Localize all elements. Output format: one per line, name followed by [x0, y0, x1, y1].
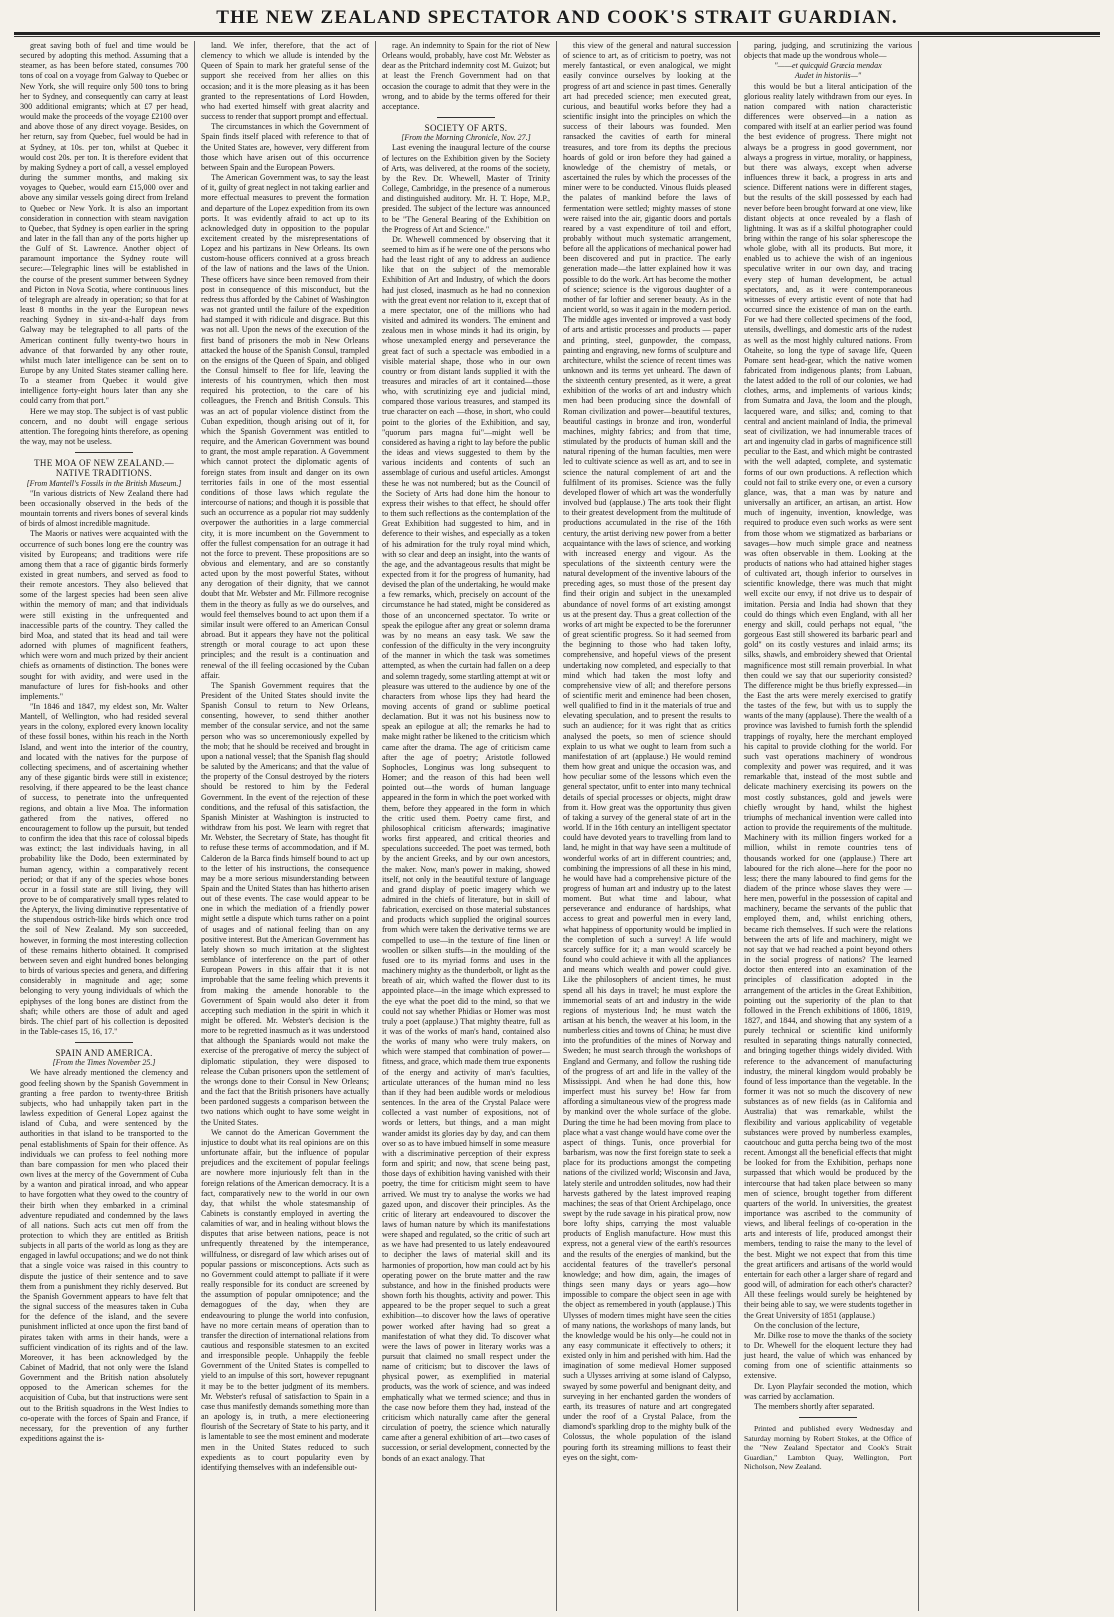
section-rule [75, 452, 132, 453]
paragraph: Mr. Dilke rose to move the thanks of the society to Dr. Whewell for the eloquent lecture they had just heard, the value of which was enhanced by coming from one of scientific attainments so extensive. [744, 1330, 912, 1381]
column-6 [919, 41, 1100, 1611]
source-line: [From Mantell's Fossils in the British Museum.] [26, 478, 182, 488]
masthead: THE NEW ZEALAND SPECTATOR AND COOK'S STRAIT GUARDIAN. [216, 7, 898, 28]
verse-line: Audet in historiis—" [794, 71, 862, 81]
paragraph: The Spanish Government requires that the President of the United States should invite the Spanish Consul to return to New Orleans, consenting, however, to send thither another member of the consular service, and not the same person who was so unceremoniously expelled by the mob; that he should be received and brought in upon a national vessel; that the Spanish flag should be saluted by the Americans; and that the value of the property of the Consul destroyed by the rioters should be restored to him by the Federal Government. In the event of the rejection of these conditions, and the refusal of this satisfaction, the Spanish Minister at Washington is instructed to withdraw from his post. We learn with regret that Mr. Webster, the Secretary of State, has thought fit to refuse these terms of accommodation, and if M. Calderon de la Barca finds himself bound to act up to the letter of his instructions, the consequence may be a more serious misunderstanding between Spain and the United States than has hitherto arisen out of these events. The case would appear to be one in which the mediation of a friendly power might settle a dispute which turns rather on a point of usages and of national feeling than on any positive interest. But the American Government has lately shown so much irritation at the slightest semblance of interference on the part of other European Powers in this affair that it is not improbable that the same feeling which prevents it from making the amende honorable to the Government of Spain would also deter it from accepting such mediation in the spirit in which it might be offered. Mr. Webster's decision is the more to be regretted inasmuch as it was understood that although the Spaniards would not make the exercise of the prerogative of mercy the subject of diplomatic stipulation, they were disposed to release the Cuban prisoners upon the settlement of the wrongs done to their Consul in New Orleans; and the fact that the British prisoners have actually been pardoned suggests a comparison between the two nations which ought to have some weight in the United States. [201, 680, 369, 1127]
paragraph: great saving both of fuel and time would be secured by adopting this method. Assuming that a steamer, as has been before stated, consumes 700 tons of coal on a voyage from Galway to Quebec or New York, she will require only 500 tons to bring her to Sydney, and consequently can carry at least 300 additional emigrants; which at £7 per head, would make the proceeds of the voyage £2100 over and above those of any direct voyage. Besides, on her return, say from Quebec, fuel would be had in at Sydney, at 10s. per ton, whilst at Quebec it would cost 20s. per ton. It is therefore evident that by making Sydney a port of call, a vessel employed during the summer months, and making six voyages to Quebec, would earn £15,000 over and above any similar vessels going direct from Ireland to Quebec or New York. It is also an important consideration in connection with steam navigation to Quebec, that Sydney is open earlier in the spring and later in the fall than any of the ports higher up the Gulf of St. Lawrence. Another object of paramount importance the Sydney route will secure:—Telegraphic lines will be established in the course of the present summer between Sydney and Picton in Nova Scotia, where continuous lines of telegraph are already in operation; so that for at least 8 months in the year the European news reaching Sydney in six-and-a-half days from Galway may be telegraphed to all parts of the American continent fully twenty-two hours in advance of that forwarded by any other route, whilst much later intelligence can be sent on to Europe by any United States steamer calling here. To a steamer from Quebec it would give intelligence forty-eight hours later than any she could carry from that port." [20, 41, 188, 406]
paragraph: The members shortly after separated. [754, 1401, 875, 1411]
paragraph: rage. An indemnity to Spain for the riot of New Orleans would, probably, have cost Mr. Webster as dear as the Pritchard indemnity cost M. Guizot; but at least the French Government had on that occasion the courage to admit that they were in the wrong, and to abide by the terms offered for their acceptance. [382, 41, 550, 111]
paragraph: The American Government was, to say the least of it, guilty of great neglect in not taking earlier and more effectual measures to prevent the formation and departure of the Lopez expedition from its own ports. It was evidently afraid to act up to its acknowledged duty in opposition to the popular excitement created by the misrepresentations of Lopez and his partizans in New Orleans. Its own custom-house officers connived at a gross breach of the law of nations and the laws of the Union. These officers have since been removed from their post in consequence of this misconduct, but the redress thus afforded by the Cabinet of Washington was not granted until the failure of the expedition had stamped it with ridicule and disgrace. But this was not all. Upon the news of the execution of the first band of prisoners the mob in New Orleans attacked the house of the Spanish Consul, trampled on the ensigns of the Queen of Spain, and obliged the Consul himself to flee for life, leaving the interests of his countrymen, which then most required his protection, to the care of his colleagues, the French and British Consuls. This was an act of popular violence distinct from the Cuban expedition, though arising out of it, for which the Spanish Government was entitled to require, and the American Government was bound to grant, the most ample reparation. A Government which cannot protect the diplomatic agents of foreign states from insult and danger on its own territories fails in one of the most essential conditions of those laws which regulate the intercourse of nations; and though it is possible that such an occurrence as a popular riot may suddenly overpower the authorities in a large commercial city, it is more incumbent on the Government to offer the fullest compensation for an outrage it had not the force to prevent. These propositions are so obvious and elementary, and are so constantly acted upon by the most powerful States, without any derogation of their dignity, that we cannot doubt that Mr. Webster and Mr. Fillmore recognise them in the theory as fully as we do ourselves, and would feel themselves bound to act upon them if a similar insult were offered to an American Consul abroad. But it appears they have not the political strength or moral courage to act upon these principles; and the result is a continuation and renewal of the ill feeling occasioned by the Cuban affair. [201, 173, 369, 680]
section-heading: SPAIN AND AMERICA. [55, 1048, 153, 1059]
section-rule [75, 1042, 132, 1043]
paragraph: The Maoris or natives were acquainted with the occurrence of such bones long ere the country was visited by Europeans; and traditions were rife among them that a race of gigantic birds formerly existed in great numbers, and served as food to their remote ancestors. They also believed that some of the largest species had been seen alive within the memory of man; and that individuals were still existing in the unfrequented and inaccessible parts of the country. They called the bird Moa, and stated that its head and tail were adorned with plumes of magnificent feathers, which were worn and much prized by their ancient chiefs as ornaments of distinction. The bones were sought for with avidity, and were used in the manufacture of lures for fish-hooks and other implements." [20, 529, 188, 701]
paragraph: The circumstances in which the Government of Spain finds itself placed with reference to that of the United States are, however, very different from those which have arisen out of this occurrence between Spain and the European Powers. [201, 122, 369, 172]
paragraph: Dr. Whewell commenced by observing that it seemed to him as if he were one of the persons who had the least right of any to address an audience like that on the subject of the memorable Exhibition of Art and Industry, of which the doors had just closed, inasmuch as he had no connexion with the great event nor relation to it, except that of a mere spectator, one of the millions who had visited and admired its wonders. The eminent and zealous men in whose minds it had its origin, by whose unexampled energy and perseverance the great fact of such a spectacle was embodied in a visible material shape, those who in our own country or from distant lands supplied it with the treasures and miracles of art it contained—those who, with scrutinizing eye and judicial mind, compared those various treasures, and stamped its true character on each —those, in short, who could point to the glories of the Exhibition, and say, "quorum pars magna fui"—might well be considered as having a right to lay before the public the ideas and views suggested to them by the various incidents and contents of such an assemblage of curious and useful articles. Amongst these he was not numbered; but as the Council of the Society of Arts had done him the honour to express their wishes to that effect, he should offer to them such reflections as the contemplation of the Great Exhibition had suggested to him, and in deference to their wishes, and especially as a token of his admiration for the truly royal mind which, with so clear and deep an insight, into the wants of the age, and the advantageous results that might be expected from it for the progress of humanity, had devised the plan of the undertaking, he would make a few remarks, which, precisely on account of the circumstance he had stated, might be considered as those of an unconcerned spectator. To write or speak the epilogue after any great or solemn drama was by no means an easy task. We saw the confession of the difficulty in the very incongruity of the manner in which the task was sometimes attempted, as when the curtain had fallen on a deep and solemn tragedy, some startling attempt at wit or pleasure was uttered to the audience by one of the characters from whose lips they had heard the moving accents of grand or sublime poetical declamation. But it was not his business now to speak an epilogue at all; the remarks he had to make might rather be likened to the criticism which came after the drama. The age of criticism came after the age of poetry; Aristotle followed Sophocles, Longinus was long subsequent to Homer; and the reason of this had been well pointed out—the words of human language appeared in the form in which the poet worked with them, before they appeared in the form in which the critic used them. Poetry came first, and philosophical criticism afterwards; imaginative works first appeared, and critical theories and speculations succeeded. The poet was termed, both by the ancient Greeks, and by our own ancestors, the maker. Now, man's power in making, showed itself, not only in the beautiful texture of language and grand display of poetic imagery which we admired in the chiefs of literature, but in skill of fabrication, exercised on those material substances and products which supplied the original sources from which were taken the derivative terms we are compelled to use—in the texture of fine linen or woollen or silken stuffs—in the moulding of the fused ore to its myriad forms and uses in the machinery mighty as the thunderbolt, or light as the breath of air, which wafted the flower dust to its appointed place—in the image which expressed to the eye what the poet did to the mind, so that we could not say whether Phidias or Homer was most truly a poet (applause.) That mighty theatre, full as it was of the works of man's hand, contained also the works of many who were truly makers, on which were stamped that combination of power—fitness, and grace, which made them true exponents of the energy and activity of man's faculties, articulate utterances of the human mind no less than if they had been audible words or melodious sentences. In the area of the Crystal Palace were collected a vast number of expositions, not of words or letters, but things, and a man might wander amidst its glories day by day, and can them over so as to have imbued himself in some measure with a discriminative perception of their express form and spirit; and now, that scene being past, those days of exhibition having vanished with their poetry, the time for criticism might seem to have arrived. We must try to analyse the works we had gazed upon, and discover their principles. As the critic of literary art endeavoured to discover the laws of human nature by which its manifestations were shaped and regulated, so the critic of such art as we have had presented to us lately endeavoured to decipher the laws of material skill and its harmonies of proportion, how man could act by his operating power on the brute matter and the raw substance, and how in the finished products were shown forth his thoughts, activity and power. This appeared to be the proper sequel to such a great exhibition—to discover how the laws of operative power worked after having had so great a manifestation of what they did. To discover what were the laws of power in literary works was a pursuit that claimed no small respect under the name of criticism; but to discover the laws of physical power, as exemplified in material products, was the work of science, and was indeed emphatically what we termed science; and thus in the case now before them they had, instead of the criticism which naturally came after the general circulation of poetry, the science which naturally came after a general exhibition of art—two cases of succession, or serial development, connected by the bonds of an exact analogy. That [382, 234, 550, 1463]
columns [14, 41, 1100, 1611]
section-heading: THE MOA OF NEW ZEALAND.—NATIVE TRADITIONS. [34, 458, 174, 479]
paragraph: On the conclusion of the lecture, [754, 1320, 860, 1330]
column-3 [376, 41, 557, 1611]
source-line: [From the Morning Chronicle, Nov. 27.] [401, 133, 531, 143]
paragraph: "In 1846 and 1847, my eldest son, Mr. Walter Mantell, of Wellington, who had resided several years in the colony, explored every known locality of these fossil bones, within his reach in the North Island, and went into the interior of the country, and located with the natives for the purpose of collecting specimens, and of ascertaining whether any of these gigantic birds were still in existence; resolving, if there appeared to be the least chance of success, to penetrate into the unfrequented regions, and obtain a live Moa. The information gathered from the natives, offered no encouragement to follow up the pursuit, but tended to confirm the idea that this race of colossal bipeds was extinct; the last individuals having, in all probability like the Dodo, been exterminated by human agency, within a comparatively recent period; or that if any of the species whose bones occur in a fossil state are still living, they will prove to be of comparatively small types related to the Apteryx, the living diminutive representative of the stupendous ostrich-like birds which once trod the soil of New Zealand. My son succeeded, however, in forming the most interesting collection of these remains hitherto obtained. It comprised between seven and eight hundred bones belonging to birds of various species and genera, and differing considerably in magnitude and age; some belonging to very young individuals of which the epiphyses of the long bones are distinct from the shaft; while others are those of adult and aged birds. The chief part of his collection is deposited in the Table-cases 15, 16, 17." [20, 702, 188, 1036]
paragraph: Dr. Lyon Playfair seconded the motion, which was carried by acclamation. [744, 1381, 912, 1401]
paragraph: Last evening the inaugural lecture of the course of lectures on the Exhibition given by the Society of Arts, was delivered, at the rooms of the society, by the Rev. Dr. Whewell, Master of Trinity College, Cambridge, in the presence of a numerous and distinguished auditory. Mr. H. T. Hope, M.P., presided. The subject of the lecture was announced to be "The General Bearing of the Exhibition on the Progress of Art and Science." [382, 143, 550, 234]
paragraph: land. We infer, therefore, that the act of clemency to which we allude is intended by the Queen of Spain to mark her grateful sense of the support she received from her allies on this occasion; and it is the more pleasing as it has been granted to the representations of Lord Howden, who had exerted himself with great alacrity and success to render that support prompt and effectual. [201, 41, 369, 122]
paragraph: We cannot do the American Government the injustice to doubt what its real opinions are on this unfortunate affair, but the influence of popular prejudices and the excitement of popular feelings are nowhere more injuriously felt than in the foreign relations of the American democracy. It is a fact, comparatively new to the world in our own day, that whilst the whole statesmanship of Cabinets is constantly employed in averting the calamities of war, and in healing without blows the disputes that arise between nations, peace is not unfrequently threatened by the intemperance, willfulness, or disregard of law which arises out of popular passions or misconceptions. Acts such as no Government could attempt to palliate if it were really responsible for its conduct are screened by the assumption of popular omnipotence; and the demagogues of the day, when they are endeavouring to plunge the world into confusion, have no more certain means of operation than to transfer the direction of international relations from cautious and responsible statesmen to an excited and irresponsible people. Unhappily the feeble Government of the United States is compelled to yield to an impulse of this sort, however repugnant it may be to the better judgment of its members. Mr. Webster's refusal of satisfaction to Spain in a case thus manifestly demands something more than an apology is, in truth, a mere electioneering flourish of the Secretary of State to his party, and it is lamentable to see the most eminent and moderate men in the United States reduced to such expedients as to court popularity even by identifying themselves with an indefensible out- [201, 1127, 369, 1472]
masthead-rule-thin [14, 36, 1100, 37]
masthead-rule [14, 32, 1100, 35]
paragraph: "In various districts of New Zealand there had been occasionally observed in the beds of the mountain torrents and rivers bones of several kinds of birds of almost incredible magnitude. [20, 488, 188, 529]
imprint: Printed and published every Wednesday and Saturday morning by Robert Stokes, at the Office of the "New Zealand Spectator and Cook's Strait Guardian," Lambton Quay, Wellington, Port Nicholson, New Zealand. [744, 1424, 912, 1472]
section-rule [437, 117, 494, 118]
paragraph: Here we may stop. The subject is of vast public concern, and no doubt will engage serious attention. The foregoing hints therefore, as opening the way, may not be useless. [20, 406, 188, 447]
column-1 [14, 41, 195, 1611]
column-2 [195, 41, 376, 1611]
source-line: [From the Times November 25.] [52, 1058, 156, 1068]
section-heading: SOCIETY OF ARTS. [424, 123, 508, 134]
column-5 [738, 41, 919, 1611]
verse-line: "——et quicquid Græcia mendax [774, 61, 882, 71]
column-4 [557, 41, 738, 1611]
paragraph: this would be but a literal anticipation of the glorious reality lately withdrawn from our eyes. In nation compared with nation characteristic differences were observed—in a nation as compared with itself at an earlier period was found the best evidence of progress. There might not always be a progress in good government, nor always a progress in virtue, morality, or happiness, but there was always, except when adverse influences threw it back, a progress in arts and science. Different nations were in different stages, but the results of the skill possessed by each had never before been brought forward at one view, like distant objects at once revealed by a flash of lightning. It was as if a skilful photographer could bring within the range of his solar spherescope the whole globe, with all its products. But more, it enabled us to achieve the wish of an ingenious speculative writer in our own day, and tracing every step of human development, be actual spectators, and, as it were contemporaneous witnesses of every artistic event of note that had occurred since the existence of man on the earth. For we had there collected specimens of the food, utensils, dwellings, and domestic arts of the rudest as well as the most highly cultured nations. From Otaheite, so long the type of savage life, Queen Pomare sent head-gear, which the native women fabricated from indigenous plants; from Labuan, the latest added to the roll of our colonies, we had clothes, arms, and implements of various kinds; from Sumatra and Java, the loom and the plough, lacquered ware, and silks; and, coming to that central and ancient mainland of India, the primeval seat of civilization, we had innumerable traces of art and ingenuity clad in garbs of magnificence still peculiar to the East, and which might be contrasted with the well adapted, complete, and systematic forms of our own productions. A reflection which could not fail to strike every one, or even a cursory glance, was, that a man was by nature and universally an artificer, an artisan, an artist. How much of ingenuity, invention, knowledge, was required to produce even such works as were sent from those whom we stigmatized as barbarians or savages—how much simple grace and neatness was often observable in them. Looking at the products of nations who had attained higher stages of cultivated art, though inferior to ourselves in scientific knowledge, there was much that might well excite our envy, if not drive us to despair of imitation. Persia and India had shown that they could do things which even England, with all her energy and skill, could perhaps not equal, "the gorgeous East still showered its barbaric pearl and gold" on its costly vestures and inlaid arms; its silks, shawls, and embroidery shewed that Oriental magnificence most still remain proverbial. In what then could we say that our superiority consisted? The difference might be thus briefly expressed—in the East the arts were merely exercised to gratify the tastes of the few, but with us to supply the wants of the many (applause). There the wealth of a province was lavished to furnish forth the splendid trappings of royalty, here the merchant employed his capital to provide clothing for the world. For such vast operations machinery of wondrous complexity and power was required, and it was remarkable that, instead of the most subtle and delicate machinery exercising its powers on the most costly substances, gold and jewels were chiefly wrought by hand, whilst the highest triumphs of mechanical invention were called into action to provide the requirements of the multitude. Machinery with its million fingers worked for a million, whilst in remote countries tens of thousands worked for one (applause.) There art laboured for the rich alone—here for the poor no less; there the many laboured to find gems for the diadem of the prince whose slaves they were —here men, powerful in the possession of capital and machinery, became the servants of the public that employed them, and, whilst enriching others, became rich themselves. If such were the relations between the arts of life and machinery, might we not say that we had reached a point beyond others in the social progress of nations? The learned doctor then entered into an examination of the principles of classification adopted in the arrangement of the articles in the Great Exhibition, pointing out the superiority of the plan to that followed in the French exhibitions of 1806, 1819, 1827, and 1844, and showing that any system of a purely technical or scientific kind uniformly resulted in separating things naturally connected, and bringing together things widely divided. With reference to the advancement of manufacturing industry, the mineral kingdom would probably be found of less importance than the vegetable. In the former it was not so much the discovery of new substances as of new fields (as in California and Australia) that was remarkable, whilst the flexibility and various applicability of vegetable substances were proved by numberless examples, caoutchouc and gutta percha being two of the most recent. Amongst all the beneficial effects that might be looked for from the Exhibition, perhaps none surpassed that which would be produced by the intercourse that had taken place between so many men of science, brought together from different quarters of the world. In universities, the greatest importance was ascribed to the community of views, and liberal feelings of co-operation in the arts and interests of life, produced amongst their members, tending to raise the many to the level of the best. Might we not expect that from this time the great artificers and artisans of the world would entertain for each other a larger share of regard and good will, of admiration for each other's character? All these feelings would surely be heightened by their being able to say, we were students together in the Great University of 1851 (applause.) [744, 81, 912, 1320]
section-rule [799, 1417, 856, 1418]
paragraph: paring, judging, and scrutinizing the various objects that made up the wondrous whole— [744, 41, 912, 61]
paragraph: this view of the general and natural succession of science to art, as of criticism to poetry, was not merely fantastical, or even analogical, we might easily convince ourselves by looking at the progress of art and science in past times. Generally art had preceded science; men executed great, curious, and beautiful works before they had a scientific insight into the principles on which the success of their labours was founded. Men ransacked the cavities of earth for mineral treasures, and tore from its depths the precious hoards of gold or iron before they had gained a knowledge of the chemistry of metals, or ascertained the rules by which the processes of the miner were to be conducted. Vinous fluids pleased the palates of mankind before the laws of fermentation were settled; mighty masses of stone were raised into the air, gigantic doors and portals reared by a vast expenditure of toil and effort, probably without much systematic arrangement, before all the applications of mechanical power had been discovered and put in practice. The early generation made—the latter explained how it was possible to do the work. Art has become the mother of science; science is the vigorous daughter of a mother of far loftier and serener beauty. As in the ancient world, so was it again in the modern period. The middle ages invented or improved a vast body of arts and artistic processes and products — paper and printing, steel, gunpowder, the compass, painting and engraving, new forms of sculpture and architecture, whilst the science of recent times was unknown and its terms yet unheard. The dawn of the sixteenth century presented, as it were, a great exhibition of the works of art and industry which men had been producing since the downfall of Roman civilization and power—beautiful textures, beautiful castings in bronze and iron, wonderful machines, mighty fabrics; and from that time, stimulated by the products of human skill and the natural ripening of the human faculties, men were led to cultivate science as well as art, and to see in science the natural complement of art and the fulfilment of its promises. Science was the fully developed flower of which art was the wonderfully involved bud (applause.) The arts took their flight to their greatest development from the multitude of productions accumulated in the rise of the 16th century, the artist deriving new power from a better acquaintance with the laws of science, and working with increased energy and vigour. As the speculations of the sixteenth century were the natural development of the inventive labours of the preceding ages, so must those of the present day find their origin and subject in the unexampled abundance of novel forms of art existing amongst us at the present day. Thus a great collection of the works of art might be expected to be the forerunner of great scientific progress. So it had seemed from the beginning to those who had taken lofty, comprehensive, and hopeful views of the present undertaking now completed, and especially to that mind which had taken the most lofty and comprehensive view of all; and therefore persons of scientific merit and eminence had been chosen, well qualified to find in it the materials of true and elevating speculation, and to present the results to such an audience; for it was right that as critics analysed the poets, so men of science should explain to us what we ought to learn from such a manifestation of art (applause.) He would remind them how great and unique the occasion was, and how peculiar some of the lessons which even the general spectator, unfit to enter into many technical details of special processes or objects, might draw from it. How great was the opportunity thus given of taking a survey of the general state of art in the world. If in the 16th century an intelligent spectator could have devoted years to travelling from land to land, he might in that way have seen a multitude of wonderful works of art in different countries; and, combining the impressions of all these in his mind, he would have had a comprehensive picture of the progress of human art and industry up to the latest moment. But what time and labour, what perseverance and endurance of hardships, what access to great and powerful men in every land, what happiness of opportunity would be implied in the completion of such a survey! A life would scarcely suffice for it; a man would scarcely be found who could achieve it with all the appliances and means which wealth and power could give. Like the philosophers of ancient times, he must spend all his days in travel; he must explore the immemorial seats of art and industry in the wide regions of mysterious Ind; he must watch the artisan at his bench, the weaver at his loom, in the numberless cities and towns of China; he must dive into the profundities of the mines of Norway and Sweden; he must search through the workshops of England and Germany, and follow the rushing tide of the progress of art and life in the valley of the Mississippi. And when he had done this, how imperfect must his survey be! How far from affording a simultaneous view of the progress made by mankind over the whole surface of the globe. During the time he had been moving from place to place what a vast change would have come over the aspect of things. Tunis, once proverbial for barbarism, was now the first foreign state to seek a place for its productions amongst the competing nations of the civilized world; Wisconsin and Java, lately sterile and untrodden solitudes, now had their harvests gathered by the latest improved reaping machines; the seas of that Orient Archipelago, once swept by the rude savage in his piratical prow, now bore lofty ships, carrying the most valuable products of English manufacture. How must this express, not a general view of the earth's resources and the results of the energies of mankind, but the accidental features of the traveller's personal knowledge; and how dim, again, the images of things seen many days or years ago—how impossible to compare the object seen in age with the object as remembered in youth (applause.) This Ulysses of modern times might have seen the cities of many nations, the workshops of many lands, but the knowledge would be his only—he could not in any easy communicate it effectively to others; it existed only in him and perished with him. Had the imagination of some medieval Homer supposed such a Ulysses arriving at some island of Calypso, swayed by some powerful and benignant deity, and surveying in her enchanted garden the wonders of earth, its treasures of nature and art congregated under the roof of a Crystal Palace, from the diamond's sparkling drop to the mighty bulk of the Colossus, the whole population of the island pouring forth its streaming millions to feast their eyes on the sight, com- [563, 41, 731, 1462]
paragraph: We have already mentioned the clemency and good feeling shown by the Spanish Government in granting a free pardon to twenty-three British subjects, who had unhappily taken part in the lawless expedition of General Lopez against the island of Cuba, and were sentenced by the authorities in that island to be transported to the penal establishments of Spain for their offence. As individuals we can profess to feel nothing more than bare compassion for men who placed their own lives at the mercy of the Government of Cuba by a wanton and piratical inroad, and who appear to have forgotten what they owed to the country of their birth when they embarked in a criminal adventure repudiated and condemned by the laws of all nations. Such acts cut men off from the protection to which they are entitled as British subjects in all parts of the world as long as they are engaged in lawful occupations; and we do not think that a single voice was raised in this country to dispute the justice of their sentence and to save them from a punishment they richly deserved. But the Spanish Government appears to have felt that the signal success of the measures taken in Cuba for the defence of the island, and the severe punishment inflicted at once upon the first band of pirates taken with arms in their hands, were a sufficient vindication of its rights and of the law. Moreover, it has been acknowledged by the Cabinet of Madrid, that not only were the Island Government and the British nation absolutely opposed to the American schemes for the acquisition of Cuba, but that instructions were sent out to the British squadrons in the West Indies to co-operate with the forces of Spain and France, if necessary, for the prevention of any further expeditions against the is- [20, 1068, 188, 1444]
